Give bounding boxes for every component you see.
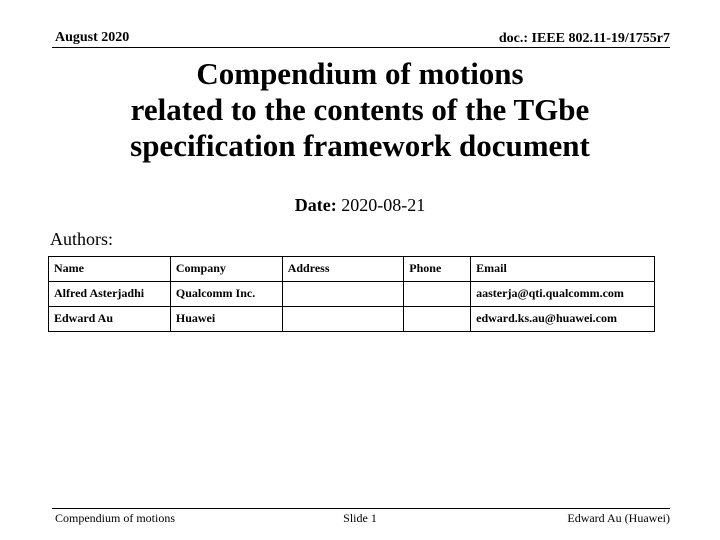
col-header-email: Email: [471, 257, 655, 282]
authors-table: [48, 256, 655, 332]
cell-address: [282, 307, 404, 332]
cell-name: Alfred Asterjadhi: [49, 282, 171, 307]
date-line: [0, 195, 720, 216]
footer-author: Edward Au (Huawei): [567, 511, 670, 525]
cell-address: [282, 282, 404, 307]
title-line-2: related to the contents of the TGbe: [130, 92, 590, 127]
table-row: [49, 282, 655, 307]
footer-title: Compendium of motions: [55, 511, 175, 525]
cell-email: edward.ks.au@huawei.com: [471, 307, 655, 332]
slide-title: [40, 56, 680, 164]
header-date: August 2020: [55, 30, 130, 45]
header-rule: [52, 47, 670, 48]
col-header-phone: Phone: [404, 257, 471, 282]
authors-label: Authors:: [50, 229, 113, 249]
footer-slide-number: Slide 1: [343, 511, 377, 525]
col-header-name: Name: [49, 257, 171, 282]
table-row: [49, 307, 655, 332]
cell-name: Edward Au: [49, 307, 171, 332]
cell-phone: [404, 282, 471, 307]
footer-rule: [52, 508, 670, 509]
table-header-row: [49, 257, 655, 282]
header-doc-id: doc.: IEEE 802.11-19/1755r7: [498, 31, 670, 46]
cell-phone: [404, 307, 471, 332]
cell-email: aasterja@qti.qualcomm.com: [471, 282, 655, 307]
date-value: 2020-08-21: [341, 195, 426, 215]
cell-company: Huawei: [170, 307, 282, 332]
col-header-address: Address: [282, 257, 404, 282]
col-header-company: Company: [170, 257, 282, 282]
cell-company: Qualcomm Inc.: [170, 282, 282, 307]
title-line-3: specification framework document: [130, 128, 590, 163]
date-label: Date:: [294, 195, 337, 215]
title-line-1: Compendium of motions: [196, 56, 524, 91]
